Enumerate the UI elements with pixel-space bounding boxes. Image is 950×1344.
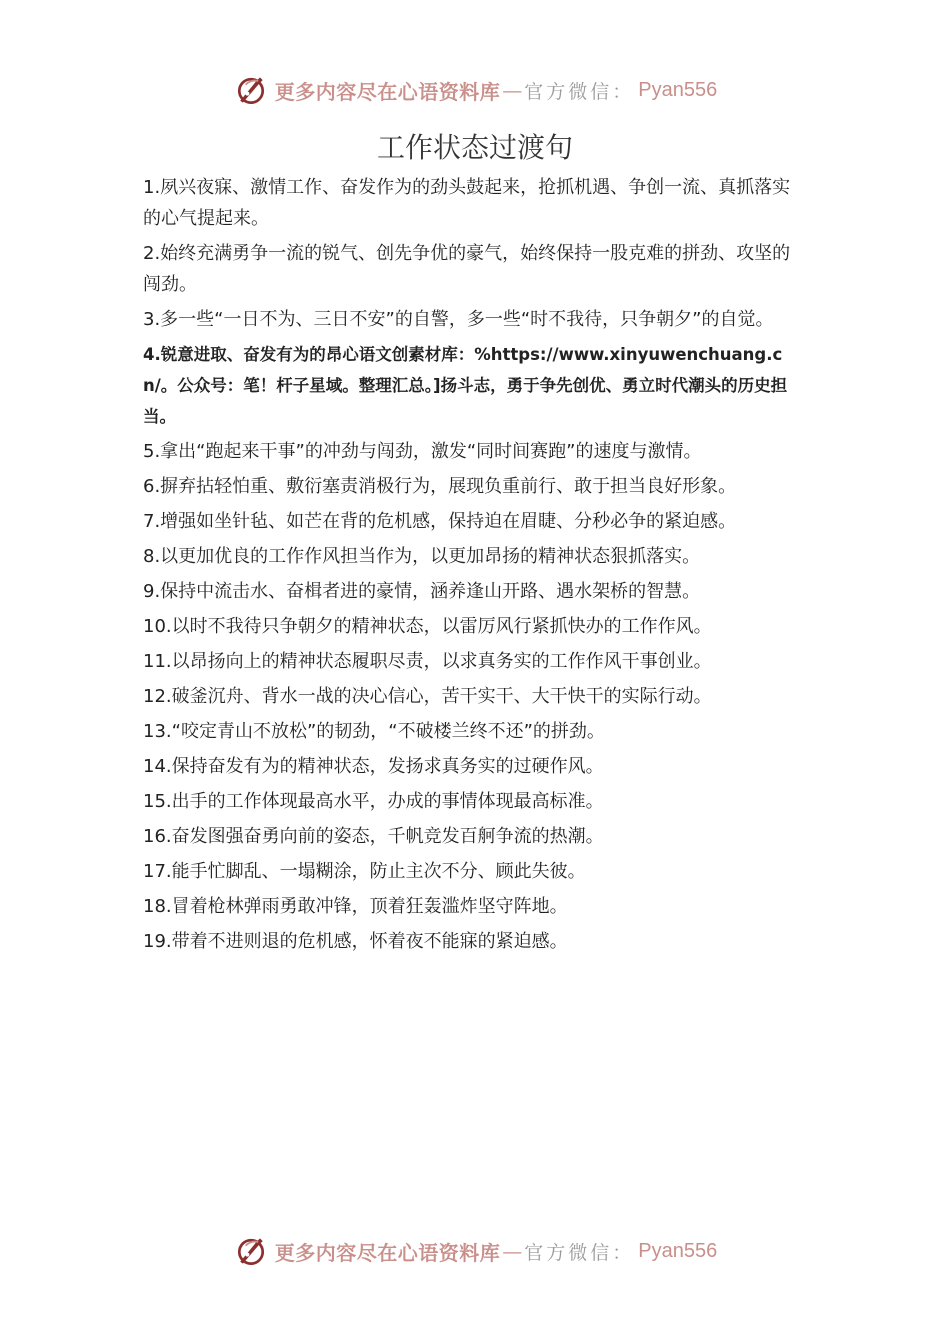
list-item: 16.奋发图强奋勇向前的姿态，千帆竞发百舸争流的热潮。 — [143, 826, 604, 847]
list-item: 11.以昂扬向上的精神状态履职尽责，以求真务实的工作作风干事创业。 — [143, 651, 712, 672]
list-item: 7.增强如坐针毡、如芒在背的危机感，保持迫在眉睫、分秒必争的紧迫感。 — [143, 511, 737, 532]
list-item: 6.摒弃拈轻怕重、敷衍塞责消极行为，展现负重前行、敢于担当良好形象。 — [143, 476, 737, 497]
list-item: 3.多一些“一日不为、三日不安”的自警，多一些“时不我待，只争朝夕”的自觉。 — [143, 309, 774, 330]
header-dash: — — [502, 78, 523, 102]
page-title: 工作状态过渡句 — [376, 131, 573, 164]
list-item: 19.带着不进则退的危机感，怀着夜不能寐的紧迫感。 — [143, 931, 568, 952]
quill-logo-icon — [233, 1233, 269, 1269]
quill-logo-icon — [233, 72, 269, 108]
list-item: 15.出手的工作体现最高水平，办成的事情体现最高标准。 — [143, 791, 604, 812]
list-item: 14.保持奋发有为的精神状态，发扬求真务实的过硬作风。 — [143, 756, 604, 777]
list-item: 5.拿出“跑起来干事”的冲劲与闯劲，激发“同时间赛跑”的速度与激情。 — [143, 441, 702, 462]
list-item: 10.以时不我待只争朝夕的精神状态，以雷厉风行紧抓快办的工作作风。 — [143, 616, 712, 637]
list-item: 8.以更加优良的工作作风担当作为，以更加昂扬的精神状态狠抓落实。 — [143, 546, 701, 567]
list-item: 4.锐意进取、奋发有为的昂心语文创素材库：%https://www.xinyuwenchuang.cn/。公众号：笔！杆子星域。整理汇总。]扬斗志，勇于争先创优、勇立时代潮头的历史担当。 — [143, 345, 788, 426]
list-item: 17.能手忙脚乱、一塌糊涂，防止主次不分、顾此失彼。 — [143, 861, 586, 882]
list-item: 9.保持中流击水、奋楫者进的豪情，涵养逢山开路、遇水架桥的智慧。 — [143, 581, 701, 602]
footer-dash: — — [502, 1239, 523, 1263]
header-wechat-id: Pyan556 — [638, 78, 718, 101]
header-banner — [0, 72, 950, 108]
list-item: 2.始终充满勇争一流的锐气、创先争优的豪气，始终保持一股克难的拼劲、攻坚的闯劲。 — [143, 243, 791, 295]
list-item: 13.“咬定青山不放松”的韧劲，“不破楼兰终不还”的拼劲。 — [143, 721, 605, 742]
header-official-label: 官方微信： — [524, 80, 635, 103]
header-brand-text: 更多内容尽在心语资料库 — [274, 79, 501, 104]
footer-brand-text: 更多内容尽在心语资料库 — [274, 1240, 501, 1265]
footer-wechat-id: Pyan556 — [638, 1239, 718, 1262]
footer-banner — [0, 1233, 950, 1269]
footer-official-label: 官方微信： — [524, 1241, 635, 1264]
sentence-list — [143, 172, 808, 961]
list-item: 12.破釜沉舟、背水一战的决心信心，苦干实干、大干快干的实际行动。 — [143, 686, 712, 707]
list-item: 1.夙兴夜寐、激情工作、奋发作为的劲头鼓起来，抢抓机遇、争创一流、真抓落实的心气提起来。 — [143, 177, 791, 229]
list-item: 18.冒着枪林弹雨勇敢冲锋，顶着狂轰滥炸坚守阵地。 — [143, 896, 568, 917]
